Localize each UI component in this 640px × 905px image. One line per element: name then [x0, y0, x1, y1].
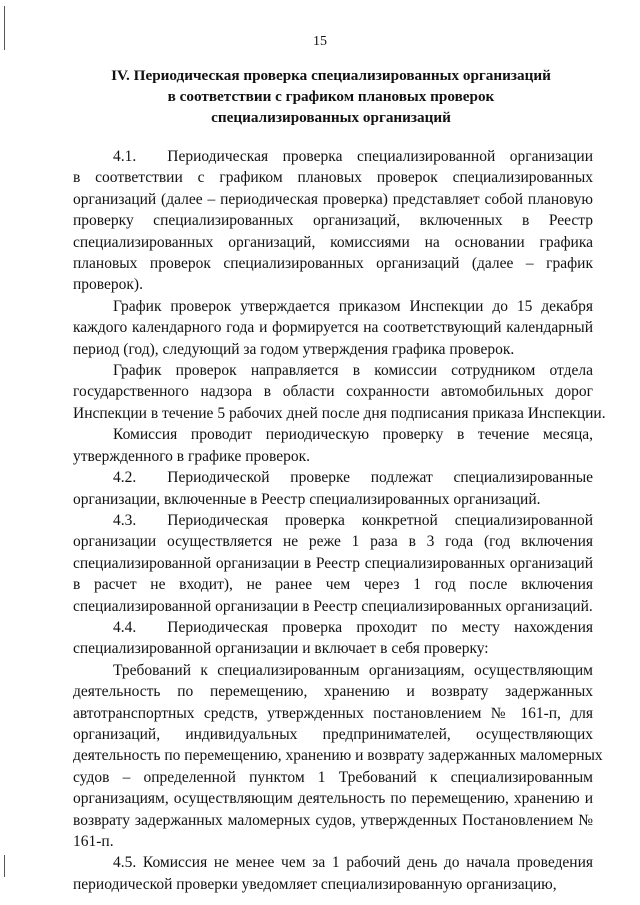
paragraph-line: организаций (далее – периодическая проверка) представляет собой плановую	[73, 190, 593, 208]
paragraph-line: плановых проверок специализированных организаций (далее – график	[73, 255, 593, 273]
paragraph-line: 161-п.	[73, 833, 114, 850]
paragraph-line: 4.5. Комиссия не менее чем за 1 рабочий день до начала проведения	[113, 854, 593, 872]
paragraph-line: деятельность по перемещению, хранению и возврату задержанных маломерных	[73, 747, 603, 765]
paragraph-line: 4.3. Периодическая проверка конкретной специализированной	[113, 511, 593, 529]
paragraph-line: специализированной организации в Реестр специализированных организаций	[73, 554, 593, 572]
paragraph-line: в соответствии с графиком плановых проверок специализированных	[73, 169, 593, 187]
section-heading-line: IV. Периодическая проверка специализированных организаций	[111, 67, 551, 84]
paragraph	[73, 852, 593, 895]
section-heading	[70, 65, 592, 128]
paragraph-line: организации, включенные в Реестр специализированных организаций.	[73, 490, 541, 508]
paragraph-line: График проверок направляется в комиссии сотрудником отдела	[113, 362, 593, 380]
paragraph-line: государственного надзора в области сохранности автомобильных дорог	[73, 383, 593, 401]
paragraph-line: специализированных организаций, комиссиями на основании графика	[73, 233, 593, 251]
paragraph-line: специализированной организации в Реестр специализированных организаций.	[73, 597, 593, 615]
paragraph-line: организации осуществляется не реже 1 раза в 3 года (год включения	[73, 533, 593, 551]
section-heading-line: в соответствии с графиком плановых проверок	[167, 88, 495, 105]
paragraph-line: организациям, осуществляющим деятельность по перемещению, хранению и	[73, 790, 593, 808]
paragraph-line: автотранспортных средств, утвержденных постановлением № 161-п, для	[73, 704, 593, 722]
paragraph-line: проверку специализированных организаций, включенных в Реестр	[73, 212, 593, 230]
paragraph-line: специализированной организации и включает в себя проверку:	[73, 640, 489, 658]
page-number: 15	[313, 34, 327, 49]
paragraph	[73, 424, 593, 467]
paragraph-line: 4.2. Периодической проверке подлежат специализированные	[113, 469, 593, 487]
paragraph-line: периодической проверки уведомляет специализированную организацию,	[73, 875, 557, 893]
paragraph	[73, 510, 593, 617]
paragraph-line: судов – определенной пунктом 1 Требований к специализированным	[73, 768, 593, 786]
paragraph	[73, 146, 593, 296]
paragraph-line: утвержденного в графике проверок.	[73, 447, 311, 465]
section-heading-line: специализированных организаций	[211, 109, 451, 126]
paragraph-line: 4.1. Периодическая проверка специализированной организации	[113, 148, 593, 165]
paragraph	[73, 360, 606, 424]
paragraph-line: проверок).	[73, 276, 143, 294]
paragraph-line: Инспекции в течение 5 рабочих дней после дня подписания приказа Инспекции.	[73, 404, 606, 422]
paragraph-line: каждого календарного года и формируется на соответствующий календарный	[73, 319, 593, 337]
paragraph	[73, 296, 593, 360]
paragraph-line: организаций, индивидуальных предпринимателей, осуществляющих	[73, 725, 593, 743]
paragraph-line: период (год), следующий за годом утверждения графика проверок.	[73, 340, 515, 358]
paragraph-line: Комиссия проводит периодическую проверку в течение месяца,	[113, 426, 593, 444]
scan-edge-line-bottom	[4, 855, 5, 877]
paragraph	[73, 467, 593, 510]
paragraph-line: деятельность по перемещению, хранению и возврату задержанных	[73, 683, 593, 701]
paragraph	[73, 617, 593, 660]
paragraph-line: в расчет не входит), не ранее чем через 1 год после включения	[73, 576, 593, 594]
paragraph-line: 4.4. Периодическая проверка проходит по месту нахождения	[113, 618, 593, 636]
document-body	[73, 146, 606, 895]
paragraph-line: Требований к специализированным организациям, осуществляющим	[113, 661, 593, 679]
paragraph	[73, 660, 603, 853]
paragraph-line: возврату задержанных маломерных судов, утвержденных Постановлением №	[73, 811, 593, 829]
paragraph-line: График проверок утверждается приказом Инспекции до 15 декабря	[113, 297, 593, 315]
